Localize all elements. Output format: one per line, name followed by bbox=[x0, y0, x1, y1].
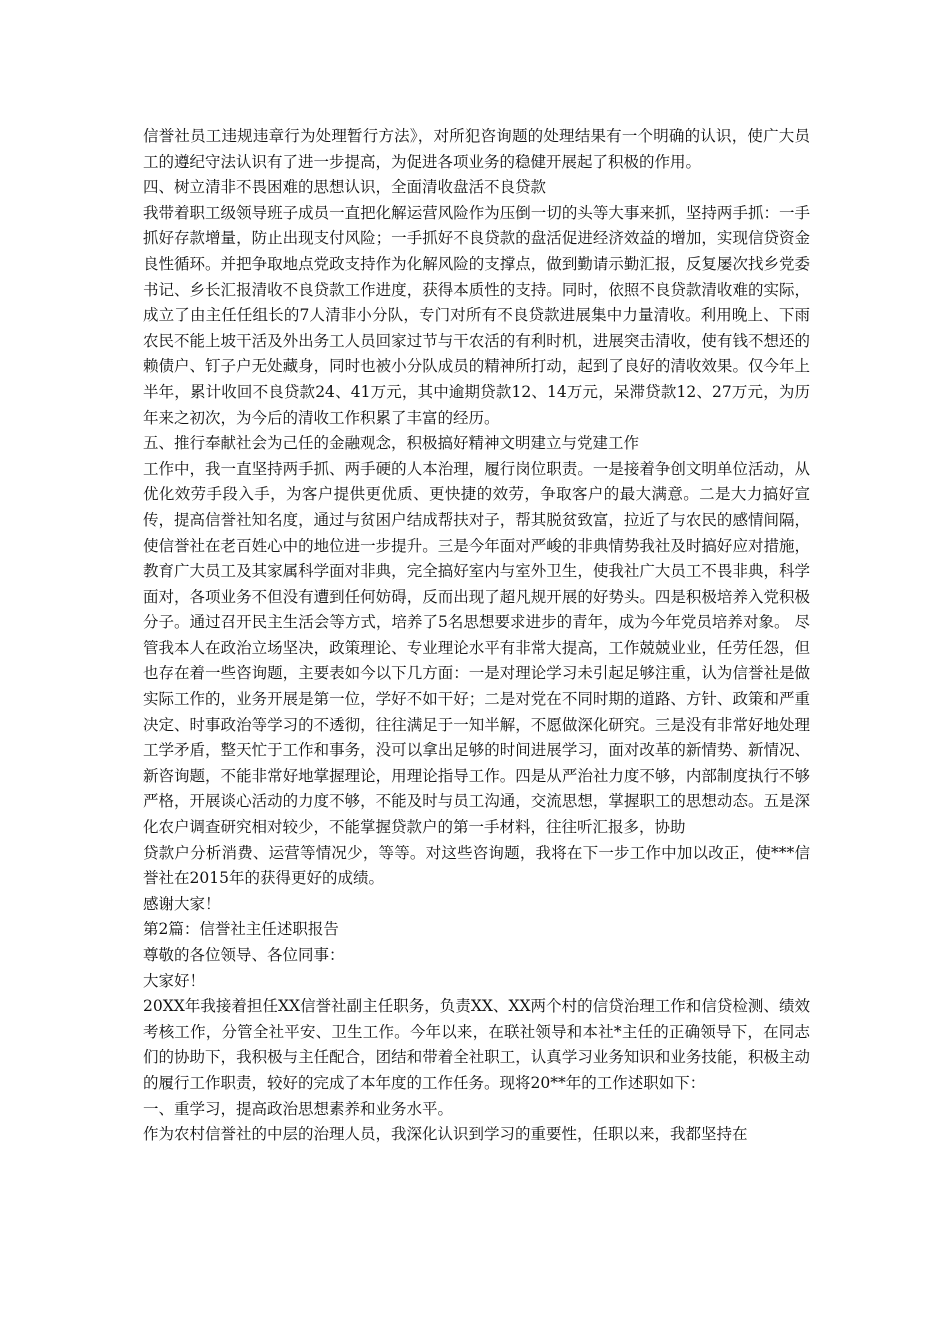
paragraph-6: 作为农村信誉社的中层的治理人员，我深化认识到学习的重要性，任职以来，我都坚持在 bbox=[143, 1125, 748, 1144]
salutation: 尊敬的各位领导、各位同事： bbox=[143, 946, 345, 964]
section-heading-5: 五、推行奉献社会为己任的金融观念，积极搞好精神文明建立与党建工作 bbox=[143, 434, 640, 453]
paragraph-5: 20XX年我接着担任XX信誉社副主任职务，负责XX、XX两个村的信贷治理工作和信贷检测、绩效考核工作，分管全社平安、卫生工作。今年以来，在联社领导和本社*主任的正确领导下，在同志们的协助下，我积极与主任配合，团结和带着全社职工，认真学习业务知识和业务技能，积极主动的履行工作职责，较好的完成了本年度的工作任务。现将20**年的工作述职如下： bbox=[143, 997, 810, 1092]
thanks-line: 感谢大家！ bbox=[143, 894, 221, 913]
paragraph-2: 我带着职工级领导班子成员一直把化解运营风险作为压倒一切的头等大事来抓，坚持两手抓：一手抓好存款增量，防止出现支付风险；一手抓好不良贷款的盘活促进经济效益的增加，实现信贷资金良性循环。并把争取地点党政支持作为化解风险的支撑点，做到勤请示勤汇报，反复屡次找乡党委书记、乡长汇报清收不良贷款工作进度，获得本质性的支持。同时，依照不良贷款清收难的实际，成立了由主任任组长的7人清非小分队，专门对所有不良贷款进展集中力量清收。利用晚上、下雨农民不能上坡干活及外出务工人员回家过节与干农活的有利时机，进展突击清收，使有钱不想还的赖债户、钉子户无处藏身，同时也被小分队成员的精神所打动，起到了良好的清收效果。仅今年上半年，累计收回不良贷款24、41万元，其中逾期贷款12、14万元，呆滞贷款12、27万元，为历年来之初次，为今后的清收工作积累了丰富的经历。 bbox=[143, 203, 810, 427]
document-page bbox=[143, 124, 810, 1148]
greeting: 大家好！ bbox=[143, 971, 206, 990]
paragraph-3: 工作中，我一直坚持两手抓、两手硬的人本治理，履行岗位职责。一是接着争创文明单位活动，从优化效劳手段入手，为客户提供更优质、更快捷的效劳，争取客户的最大满意。二是大力搞好宣传，提高信誉社知名度，通过与贫困户结成帮扶对子，帮其脱贫致富，拉近了与农民的感情间隔，使信誉社在老百姓心中的地位进一步提升。三是今年面对严峻的非典情势我社及时搞好应对措施，教育广大员工及其家属科学面对非典，完全搞好室内与室外卫生，使我社广大员工不畏非典，科学面对，各项业务不但没有遭到任何妨碍，反而出现了超凡规开展的好势头。四是积极培养入党积极分子。通过召开民主生活会等方式，培养了5名思想要求进步的青年，成为今年党员培养对象。 尽管我本人在政治立场坚决，政策理论、专业理论水平有非常大提高，工作兢兢业业，任劳任怨，但也存在着一些咨询题，主要表如今以下几方面：一是对理论学习未引起足够注重，认为信誉社是做实际工作的，业务开展是第一位，学好不如干好；二是对党在不同时期的道路、方针、政策和严重决定、时事政治等学习的不透彻，往往满足于一知半解，不愿做深化研究。三是没有非常好地处理工学矛盾，整天忙于工作和事务，没可以拿出足够的时间进展学习，面对改革的新情势、新情况、新咨询题，不能非常好地掌握理论，用理论指导工作。四是从严治社力度不够，内部制度执行不够严格，开展谈心活动的力度不够，不能及时与员工沟通，交流思想，掌握职工的思想动态。五是深化农户调查研究相对较少，不能掌握贷款户的第一手材料，往往听汇报多，协助 bbox=[143, 459, 810, 837]
paragraph-4: 贷款户分析消费、运营等情况少，等等。对这些咨询题，我将在下一步工作中加以改正，使***信誉社在2015年的获得更好的成绩。 bbox=[143, 843, 810, 888]
article-2-title: 第2篇：信誉社主任述职报告 bbox=[143, 920, 339, 939]
paragraph-1: 信誉社员工违规违章行为处理暂行方法》，对所犯咨询题的处理结果有一个明确的认识，使广大员工的遵纪守法认识有了进一步提高，为促进各项业务的稳健开展起了积极的作用。 bbox=[143, 127, 810, 171]
section-heading-1: 一、重学习，提高政治思想素养和业务水平。 bbox=[143, 1099, 454, 1118]
section-heading-4: 四、树立清非不畏困难的思想认识，全面清收盘活不良贷款 bbox=[143, 178, 547, 197]
